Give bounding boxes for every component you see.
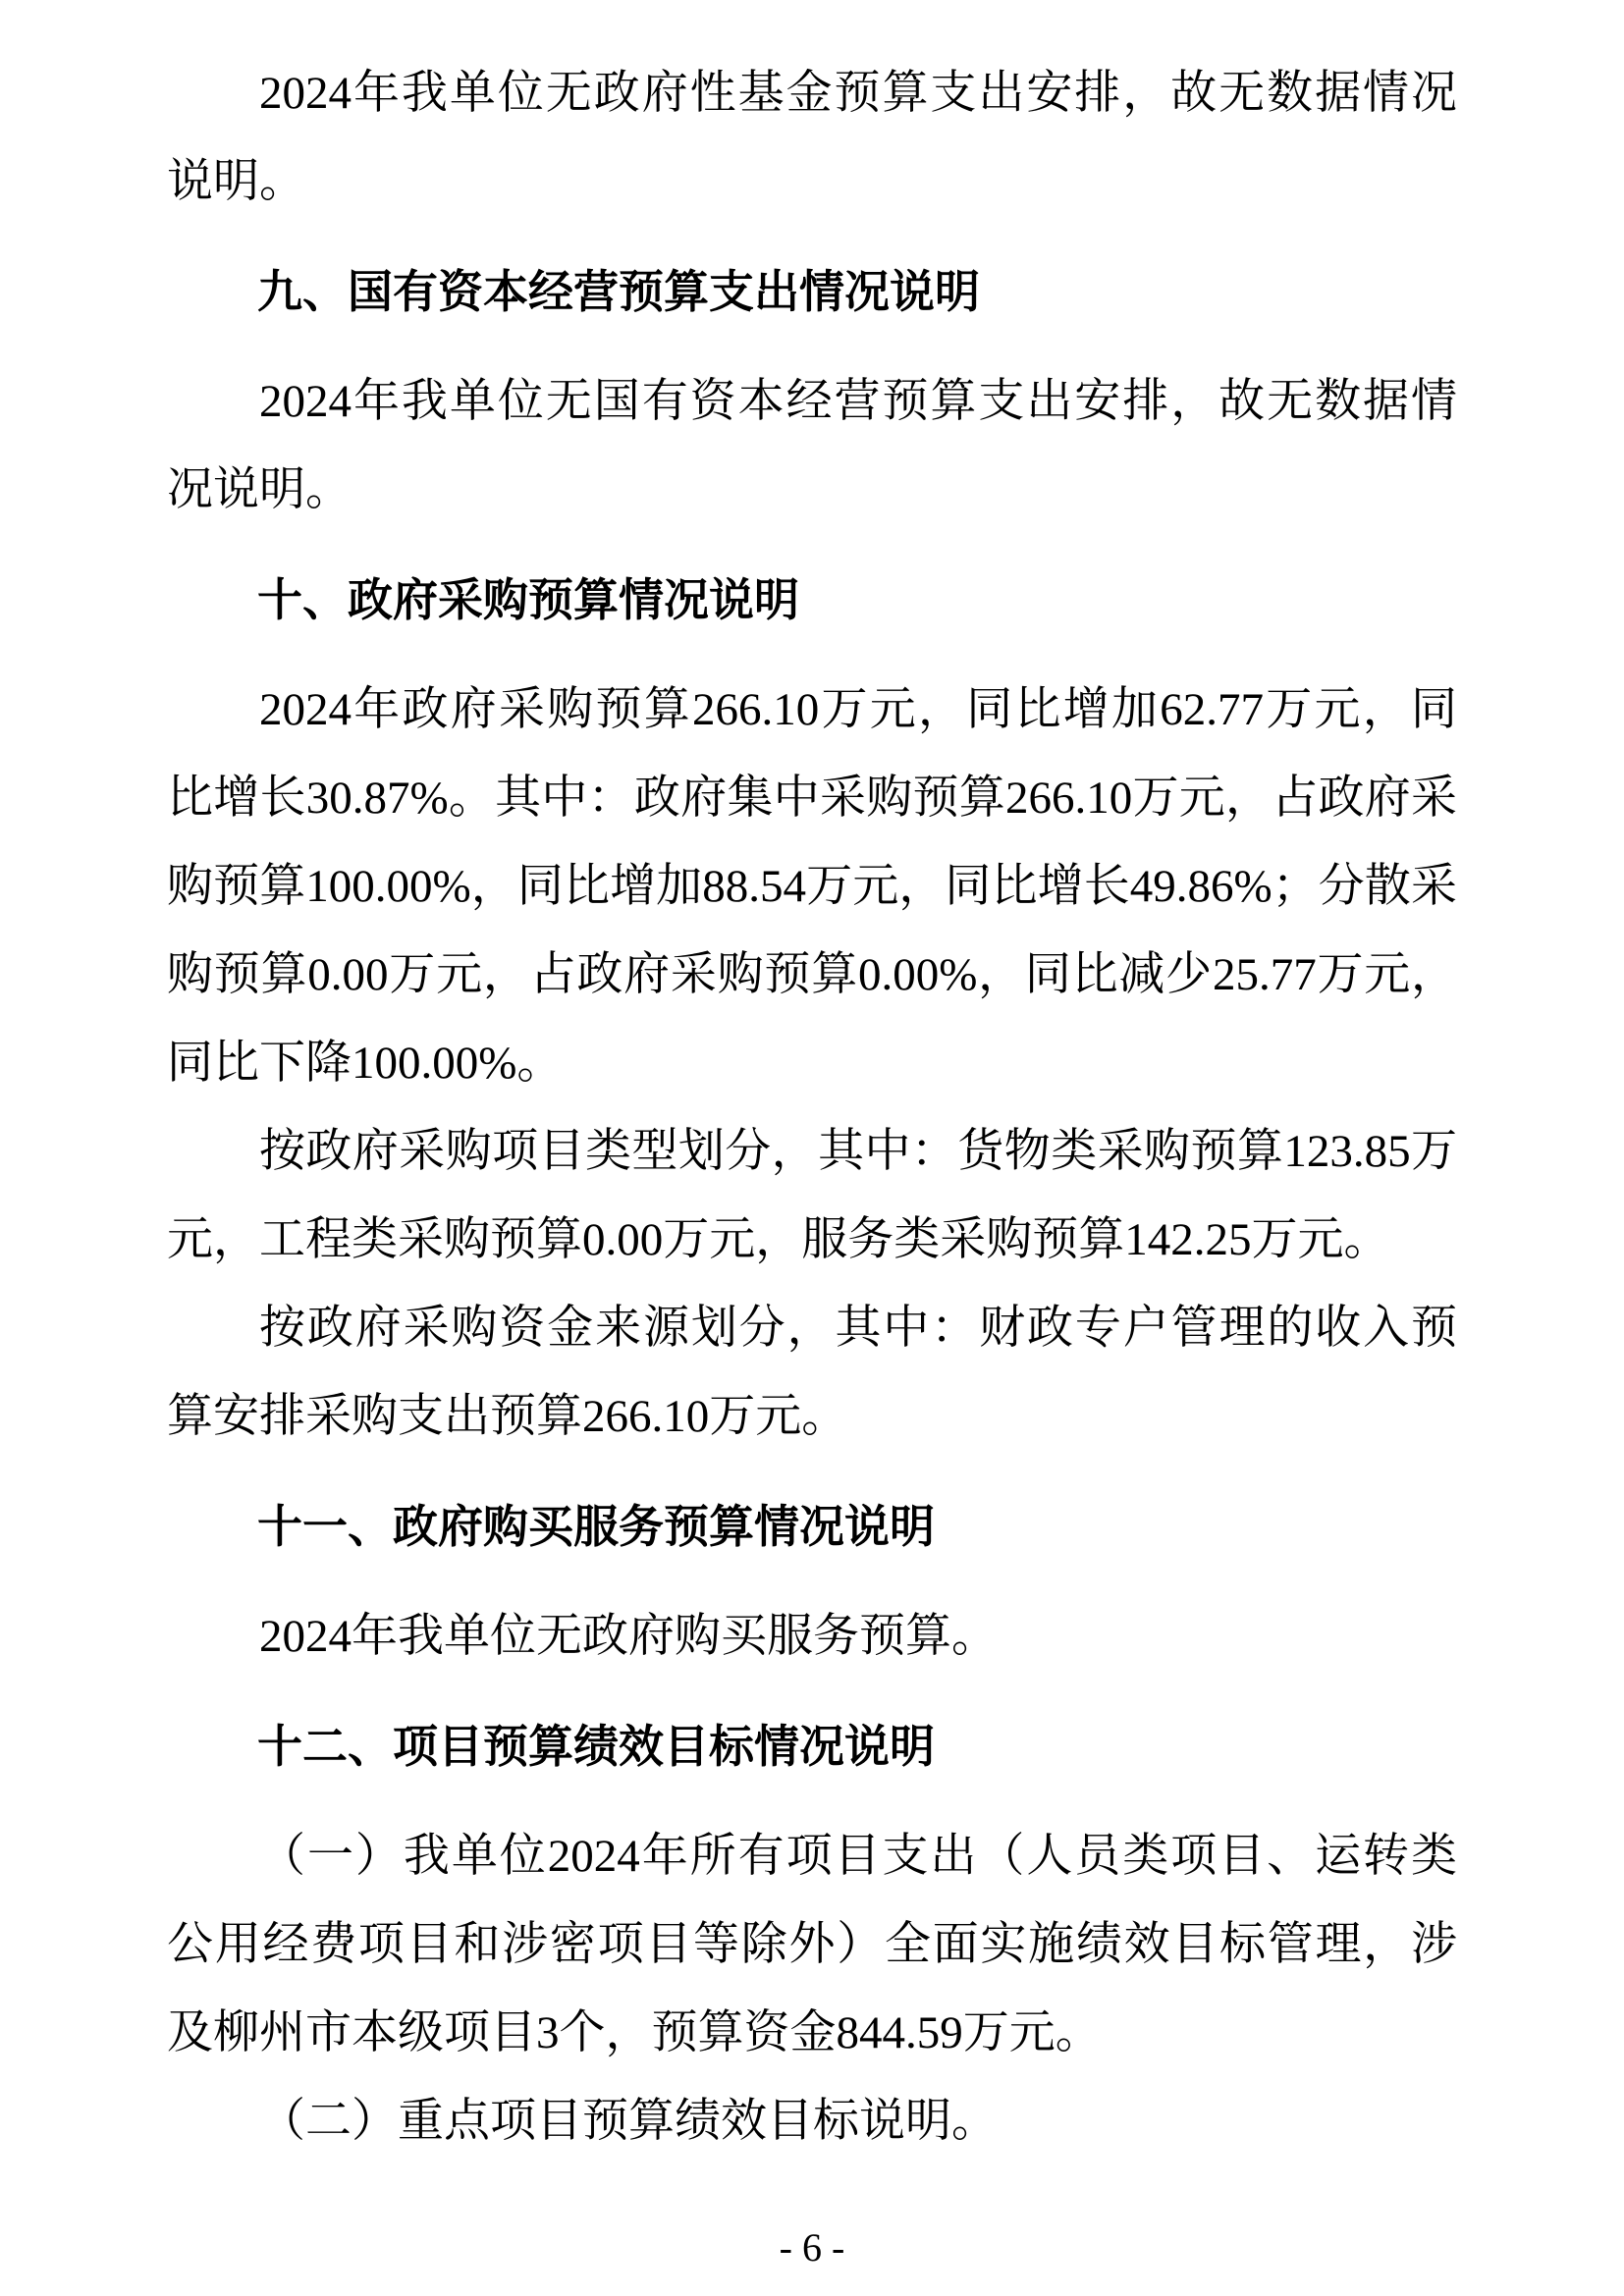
paragraph-no-purchased-services-budget: 2024年我单位无政府购买服务预算。 [259,1611,998,1662]
paragraph-procurement-overview: 2024年政府采购预算266.10万元，同比增加62.77万元，同比增长30.87%。其中：政府集中采购预算266.10万元，占政府采购预算100.00%，同比增加88.54万元，同比增长49.86%；分散采购预算0.00万元，占政府采购预算0.00%，同比减少25.77万元，同比下降100.00%。 [167,684,1457,1089]
paragraph-no-gov-fund-budget: 2024年我单位无政府性基金预算支出安排，故无数据情况说明。 [167,68,1457,207]
section-heading-11-gov-purchased-services: 十一、政府购买服务预算情况说明 [257,1501,935,1552]
paragraph-performance-target-scope: （一）我单位2024年所有项目支出（人员类项目、运转类公用经费项目和涉密项目等除外）全面实施绩效目标管理，涉及柳州市本级项目3个，预算资金844.59万元。 [167,1831,1457,2058]
paragraph-procurement-by-funding: 按政府采购资金来源划分，其中：财政专户管理的收入预算安排采购支出预算266.10万元。 [167,1303,1457,1442]
paragraph-procurement-by-type: 按政府采购项目类型划分，其中：货物类采购预算123.85万元，工程类采购预算0.00万元，服务类采购预算142.25万元。 [167,1126,1457,1265]
section-heading-9-state-capital: 九、国有资本经营预算支出情况说明 [257,266,980,317]
paragraph-no-state-capital-budget: 2024年我单位无国有资本经营预算支出安排，故无数据情况说明。 [167,376,1457,515]
section-heading-10-gov-procurement: 十、政府采购预算情况说明 [257,574,799,625]
paragraph-key-project-performance-note: （二）重点项目预算绩效目标说明。 [259,2096,998,2147]
section-heading-12-performance-targets: 十二、项目预算绩效目标情况说明 [257,1721,935,1772]
page-number: - 6 - [779,2225,845,2269]
